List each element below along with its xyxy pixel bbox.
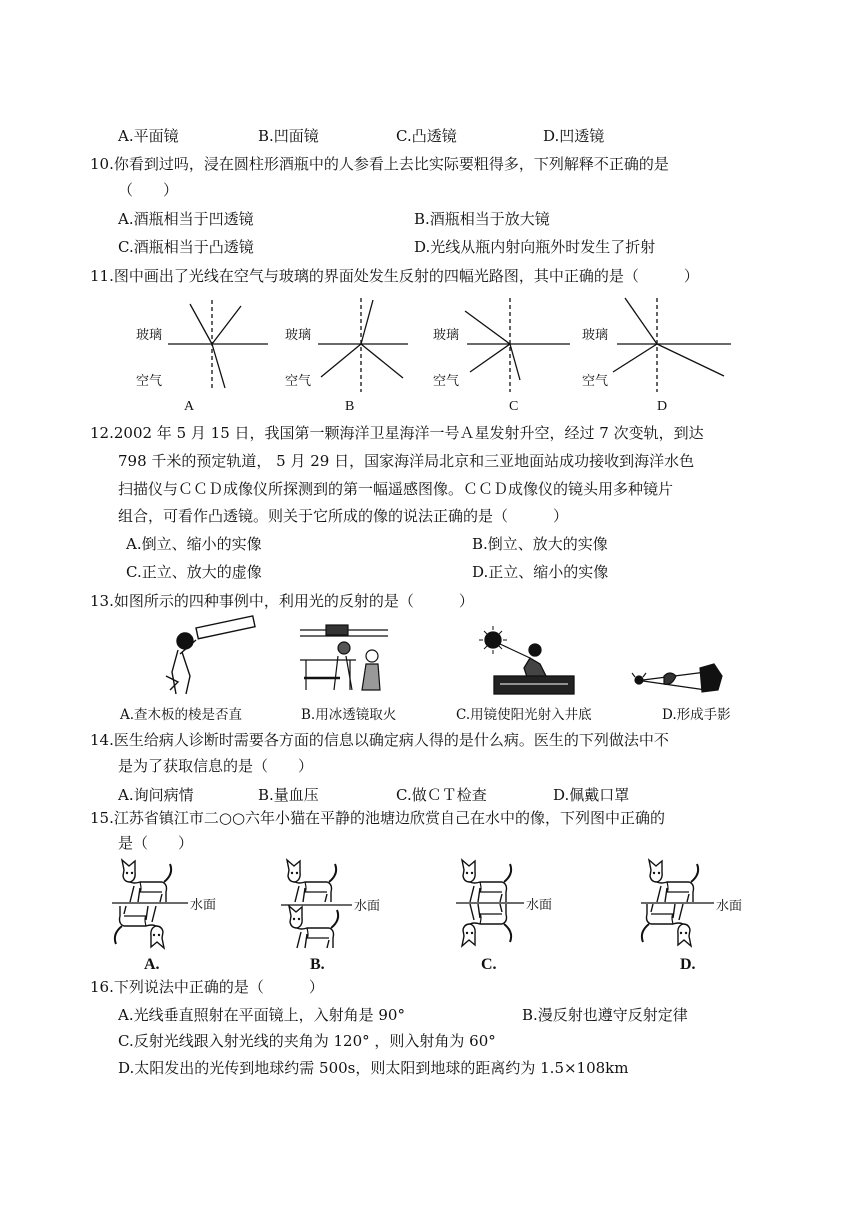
q9-option-c: C.凸透镜 bbox=[396, 127, 457, 145]
q13-caption-a: A.查木板的棱是否直 bbox=[120, 707, 243, 723]
q10-option-b: B.酒瓶相当于放大镜 bbox=[414, 210, 550, 228]
q11-label-a: A bbox=[184, 399, 195, 414]
q11c-air-label: 空气 bbox=[433, 374, 460, 389]
q10-stem-line2: （ ） bbox=[118, 181, 179, 199]
q14-stem-line2: 是为了获取信息的是（ ） bbox=[118, 757, 314, 775]
q11a-air-label: 空气 bbox=[136, 374, 163, 389]
q16-option-b: B.漫反射也遵守反射定律 bbox=[522, 1006, 688, 1024]
q15a-water-label: 水面 bbox=[190, 898, 217, 913]
q11d-air-label: 空气 bbox=[582, 374, 609, 389]
q11-label-b: B bbox=[345, 399, 355, 414]
q12-stem-line1: 12.2002 年 5 月 15 日，我国第一颗海洋卫星海洋一号Ａ星发射升空，经过 7 次变轨，到达 bbox=[90, 424, 704, 442]
q10-option-d: D.光线从瓶内射向瓶外时发生了折射 bbox=[414, 238, 656, 256]
q12-option-b: B.倒立、放大的实像 bbox=[472, 535, 608, 553]
q12-option-c: C.正立、放大的虚像 bbox=[126, 563, 262, 581]
q12-stem-line3: 扫描仪与ＣＣＤ成像仪所探测到的第一幅遥感图像。ＣＣＤ成像仪的镜头用多种镜片 bbox=[118, 480, 674, 498]
q15c-water-label: 水面 bbox=[526, 898, 553, 913]
q15-label-c: C. bbox=[481, 956, 497, 973]
q15-label-d: D. bbox=[680, 956, 696, 973]
q14-option-d: D.佩戴口罩 bbox=[553, 786, 630, 804]
q9-option-b: B.凹面镜 bbox=[258, 127, 319, 145]
q11c-glass-label: 玻璃 bbox=[433, 328, 460, 343]
q15-label-b: B. bbox=[310, 956, 325, 973]
q12-option-a: A.倒立、缩小的实像 bbox=[126, 535, 262, 553]
q13-stem: 13.如图所示的四种事例中，利用光的反射的是（ ） bbox=[90, 592, 474, 610]
q14-option-c: C.做ＣＴ检查 bbox=[396, 786, 487, 804]
q12-stem-line4: 组合，可看作凸透镜。则关于它所成的像的说法正确的是（ ） bbox=[118, 507, 569, 525]
q9-option-a: A.平面镜 bbox=[118, 127, 179, 145]
q14-stem-line1: 14.医生给病人诊断时需要各方面的信息以确定病人得的是什么病。医生的下列做法中不 bbox=[90, 731, 669, 749]
q11-label-c: C bbox=[509, 399, 519, 414]
q15b-water-label: 水面 bbox=[354, 899, 381, 914]
q14-option-a: A.询问病情 bbox=[118, 786, 194, 804]
q11b-glass-label: 玻璃 bbox=[285, 328, 312, 343]
q10-option-a: A.酒瓶相当于凹透镜 bbox=[118, 210, 254, 228]
q15-stem-line2: 是（ ） bbox=[118, 834, 194, 852]
q10-stem-line1: 10.你看到过吗，浸在圆柱形酒瓶中的人参看上去比实际要粗得多，下列解释不正确的是 bbox=[90, 155, 669, 173]
q12-stem-line2: 798 千米的预定轨道， 5 月 29 日，国家海洋局北京和三亚地面站成功接收到海洋水色 bbox=[118, 452, 695, 470]
q11b-air-label: 空气 bbox=[285, 374, 312, 389]
q10-option-c: C.酒瓶相当于凸透镜 bbox=[118, 238, 254, 256]
q14-option-b: B.量血压 bbox=[258, 786, 319, 804]
q12-option-d: D.正立、缩小的实像 bbox=[472, 563, 609, 581]
q15d-water-label: 水面 bbox=[716, 899, 743, 914]
q16-option-d: D.太阳发出的光传到地球约需 500s，则太阳到地球的距离约为 1.5×108km bbox=[118, 1059, 629, 1077]
q11d-glass-label: 玻璃 bbox=[582, 328, 609, 343]
q13-caption-c: C.用镜使阳光射入井底 bbox=[456, 707, 592, 723]
q15-label-a: A. bbox=[144, 956, 160, 973]
q13-caption-b: B.用冰透镜取火 bbox=[301, 707, 397, 723]
q13-caption-d: D.形成手影 bbox=[662, 707, 731, 723]
q11-stem: 11.图中画出了光线在空气与玻璃的界面处发生反射的四幅光路图，其中正确的是（ ） bbox=[90, 267, 699, 285]
q16-option-c: C.反射光线跟入射光线的夹角为 120° ，则入射角为 60° bbox=[118, 1032, 496, 1050]
q9-option-d: D.凹透镜 bbox=[543, 127, 605, 145]
q16-option-a: A.光线垂直照射在平面镜上，入射角是 90° bbox=[118, 1006, 405, 1024]
q15-stem-line1: 15.江苏省镇江市二○○六年小猫在平静的池塘边欣赏自己在水中的像，下列图中正确的 bbox=[90, 809, 666, 827]
q11a-glass-label: 玻璃 bbox=[136, 328, 163, 343]
q16-stem: 16.下列说法中正确的是（ ） bbox=[90, 978, 324, 996]
q11-label-d: D bbox=[657, 399, 668, 414]
